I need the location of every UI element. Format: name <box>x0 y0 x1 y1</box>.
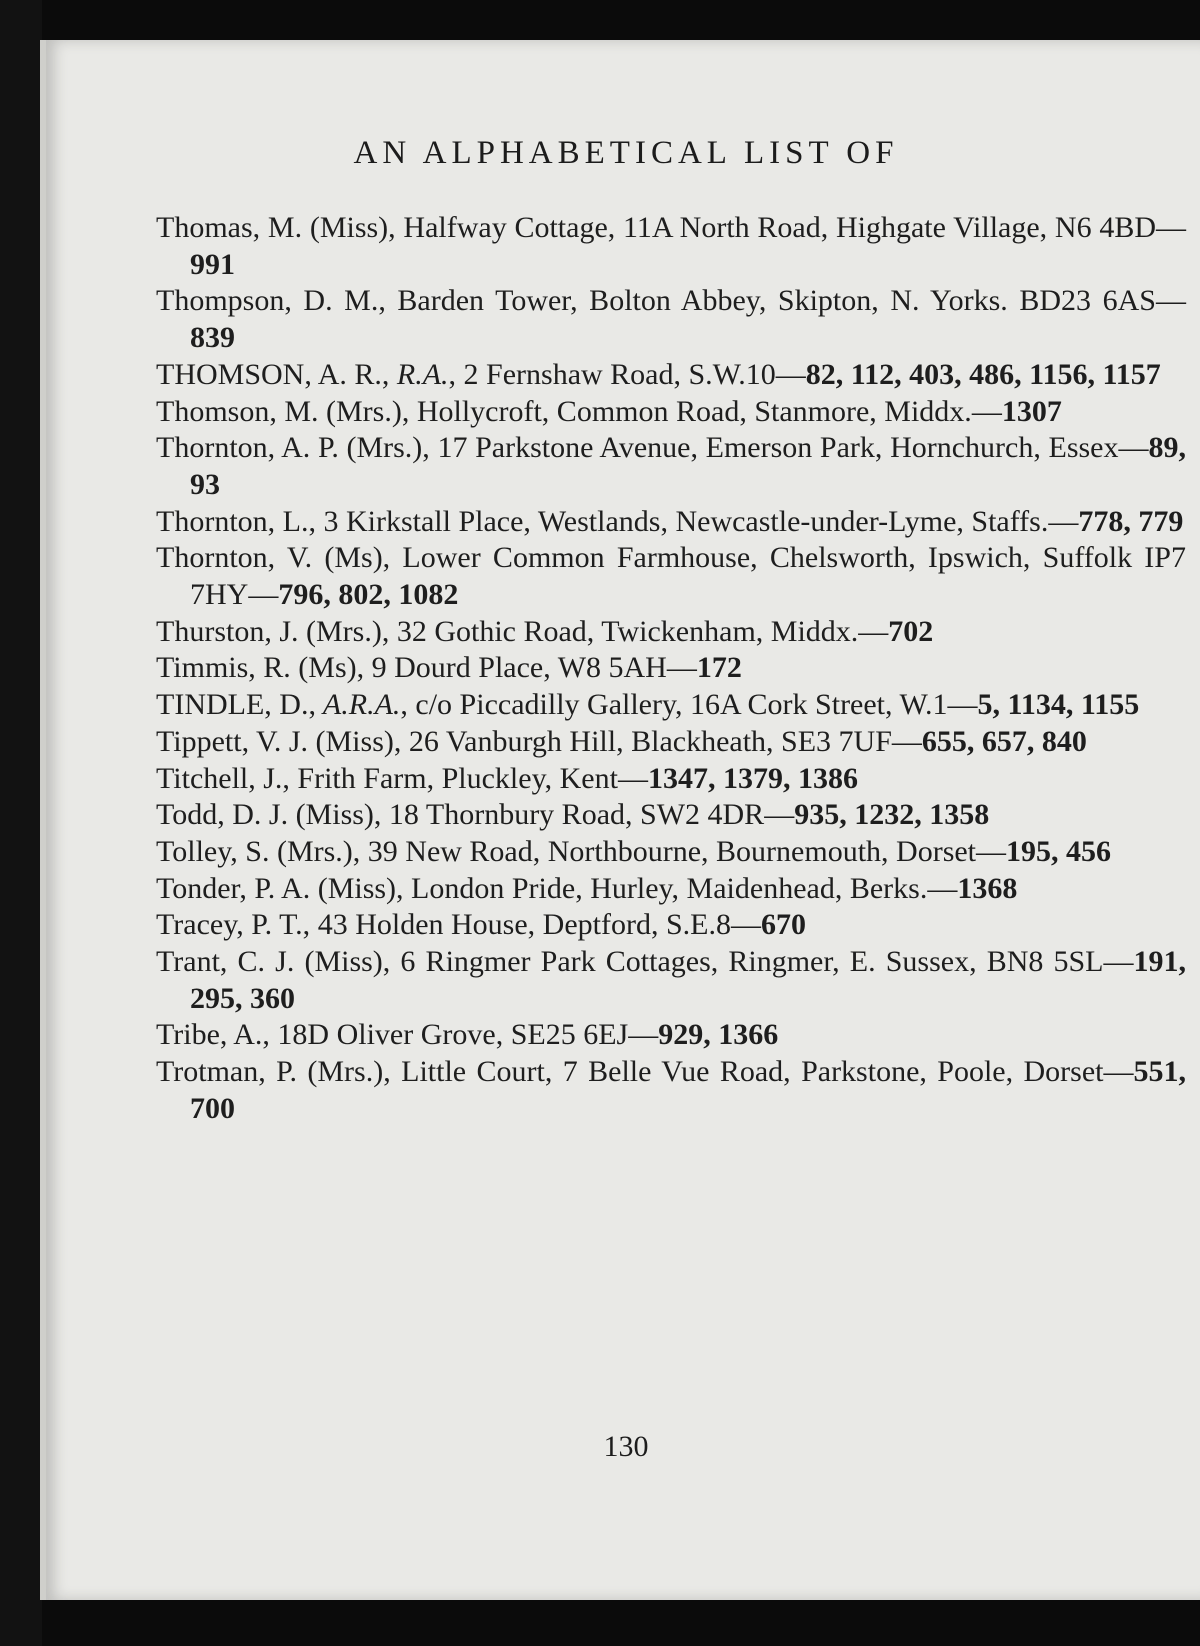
entry-name: Thomson, M. (Mrs.), <box>156 394 410 428</box>
list-entry: Tracey, P. T., 43 Holden House, Deptford, S.E.8—670 <box>156 908 806 942</box>
scan-background <box>0 0 42 1646</box>
entry-name: Thompson, D. M., <box>156 284 386 318</box>
entry-address: 39 New Road, Northbourne, Bournemouth, Dorset <box>360 834 977 868</box>
entry-address: , 2 Fernshaw Road, S.W.10 <box>448 357 776 391</box>
entry-catalogue-numbers: 670 <box>760 908 806 942</box>
entry-address: London Pride, Hurley, Maidenhead, Berks. <box>403 871 928 905</box>
entry-catalogue-numbers: 839 <box>190 321 235 355</box>
list-entry: Timmis, R. (Ms), 9 Dourd Place, W8 5AH—172 <box>156 651 742 685</box>
list-entry: Thornton, A. P. (Mrs.), 17 Parkstone Avenue, Emerson Park, Hornchurch, Essex—89, 93 <box>156 431 1186 501</box>
entry-catalogue-numbers: 172 <box>696 651 742 685</box>
entry-catalogue-numbers: 551, 700 <box>190 1055 1186 1125</box>
entry-address: Hollycroft, Common Road, Stanmore, Middx. <box>409 394 972 428</box>
entry-catalogue-numbers: 1368 <box>957 871 1018 905</box>
entry-name: Todd, D. J. (Miss), <box>156 798 382 832</box>
entry-name: TINDLE, D., <box>156 688 316 722</box>
entry-address: 17 Parkstone Avenue, Emerson Park, Hornchurch, Essex <box>429 431 1119 465</box>
entry-catalogue-numbers: 1347, 1379, 1386 <box>647 761 858 795</box>
entry-name: Timmis, R. (Ms), <box>156 651 365 685</box>
list-entry: Titchell, J., Frith Farm, Pluckley, Kent—1347, 1379, 1386 <box>156 761 858 795</box>
entry-address: Halfway Cottage, 11A North Road, Highgate Village, N6 4BD <box>395 211 1156 244</box>
page-title: AN ALPHABETICAL LIST OF <box>353 135 899 171</box>
entry-catalogue-numbers: 89, 93 <box>190 431 1186 501</box>
entry-catalogue-numbers: 929, 1366 <box>658 1018 779 1052</box>
entry-address: 18D Oliver Grove, SE25 6EJ <box>269 1018 629 1052</box>
list-entry: Thompson, D. M., Barden Tower, Bolton Abbey, Skipton, N. Yorks. BD23 6AS—839 <box>156 284 1186 355</box>
entry-catalogue-numbers: 82, 112, 403, 486, 1156, 1157 <box>805 357 1161 391</box>
entry-catalogue-numbers: 702 <box>888 614 934 648</box>
list-entry: Tolley, S. (Mrs.), 39 New Road, Northbourne, Bournemouth, Dorset—195, 456 <box>156 834 1112 868</box>
entry-name: Thomas, M. (Miss), <box>156 211 396 244</box>
list-entry: Trotman, P. (Mrs.), Little Court, 7 Belle Vue Road, Parkstone, Poole, Dorset—551, 700 <box>156 1055 1186 1125</box>
entry-name: Thornton, V. (Ms), <box>156 541 391 575</box>
entry-name: Tracey, P. T., <box>156 908 311 942</box>
entry-name: Tippett, V. J. (Miss), <box>156 724 402 758</box>
entry-catalogue-numbers: 195, 456 <box>1006 834 1112 868</box>
entry-catalogue-numbers: 191, 295, 360 <box>190 945 1187 1015</box>
entry-catalogue-numbers: 935, 1232, 1358 <box>794 798 990 832</box>
entry-address: 18 Thornbury Road, SW2 4DR <box>381 798 765 832</box>
page-number: 130 <box>603 1430 649 1463</box>
entry-catalogue-numbers: 778, 779 <box>1078 504 1184 538</box>
list-entry: Thornton, V. (Ms), Lower Common Farmhouse, Chelsworth, Ipswich, Suffolk IP7 7HY—796, 802, 1082 <box>156 541 1186 612</box>
entry-name: Thurston, J. (Mrs.), <box>156 614 390 648</box>
list-entry: TINDLE, D., A.R.A., c/o Piccadilly Gallery, 16A Cork Street, W.1—5, 1134, 1155 <box>156 688 1140 722</box>
entry-name: THOMSON, A. R., <box>156 357 390 391</box>
entry-name: Tribe, A., <box>156 1018 270 1052</box>
entry-catalogue-numbers: 991 <box>190 247 235 281</box>
entry-address: Little Court, 7 Belle Vue Road, Parkstone, Poole, Dorset <box>390 1055 1104 1089</box>
list-entry: Thomas, M. (Miss), Halfway Cottage, 11A North Road, Highgate Village, N6 4BD—991 <box>156 211 1186 281</box>
entry-name: Tolley, S. (Mrs.), <box>156 834 361 868</box>
entry-name: Titchell, J., <box>156 761 290 795</box>
entry-address: 9 Dourd Place, W8 5AH <box>364 651 667 685</box>
list-entry: Tippett, V. J. (Miss), 26 Vanburgh Hill, Blackheath, SE3 7UF—655, 657, 840 <box>156 724 1087 758</box>
entry-address: 43 Holden House, Deptford, S.E.8 <box>310 908 731 942</box>
entry-name: Thornton, L., <box>156 504 316 538</box>
entry-address: 3 Kirkstall Place, Westlands, Newcastle-under-Lyme, Staffs. <box>315 504 1049 538</box>
entry-name: Thornton, A. P. (Mrs.), <box>156 431 430 465</box>
entry-address: Lower Common Farmhouse, Chelsworth, Ipswich, Suffolk IP7 7HY <box>190 541 1186 612</box>
entry-honour: R.A. <box>389 357 449 391</box>
entry-address: 32 Gothic Road, Twickenham, Middx. <box>389 614 859 648</box>
list-entry: Thornton, L., 3 Kirkstall Place, Westlands, Newcastle-under-Lyme, Staffs.—778, 779 <box>156 504 1184 538</box>
entry-name: Trant, C. J. (Miss), <box>156 945 391 979</box>
list-entry: Thomson, M. (Mrs.), Hollycroft, Common Road, Stanmore, Middx.—1307 <box>156 394 1062 428</box>
entry-name: Trotman, P. (Mrs.), <box>156 1055 391 1089</box>
entry-address: , c/o Piccadilly Gallery, 16A Cork Street, W.1 <box>400 688 948 722</box>
entry-address: 26 Vanburgh Hill, Blackheath, SE3 7UF <box>401 724 892 758</box>
list-entry: THOMSON, A. R., R.A., 2 Fernshaw Road, S.W.10—82, 112, 403, 486, 1156, 1157 <box>156 357 1161 391</box>
entry-name: Tonder, P. A. (Miss), <box>156 871 404 905</box>
entry-catalogue-numbers: 796, 802, 1082 <box>278 578 459 612</box>
entry-address: Barden Tower, Bolton Abbey, Skipton, N. Yorks. BD23 6AS <box>385 284 1156 318</box>
entry-honour: A.R.A. <box>315 688 401 722</box>
entry-catalogue-numbers: 1307 <box>1001 394 1062 428</box>
list-entry: Tribe, A., 18D Oliver Grove, SE25 6EJ—929, 1366 <box>156 1018 779 1052</box>
entry-catalogue-numbers: 5, 1134, 1155 <box>977 688 1140 722</box>
entry-list <box>156 210 1186 1128</box>
list-entry: Todd, D. J. (Miss), 18 Thornbury Road, SW2 4DR—935, 1232, 1358 <box>156 798 990 832</box>
list-entry: Tonder, P. A. (Miss), London Pride, Hurley, Maidenhead, Berks.—1368 <box>156 871 1018 905</box>
list-entry: Thurston, J. (Mrs.), 32 Gothic Road, Twickenham, Middx.—702 <box>156 614 934 648</box>
book-page <box>40 40 1200 1600</box>
entry-address: 6 Ringmer Park Cottages, Ringmer, E. Sussex, BN8 5SL <box>390 945 1104 979</box>
entry-catalogue-numbers: 655, 657, 840 <box>921 724 1087 758</box>
entry-address: Frith Farm, Pluckley, Kent <box>289 761 618 795</box>
list-entry: Trant, C. J. (Miss), 6 Ringmer Park Cottages, Ringmer, E. Sussex, BN8 5SL—191, 295, 360 <box>156 945 1187 1015</box>
